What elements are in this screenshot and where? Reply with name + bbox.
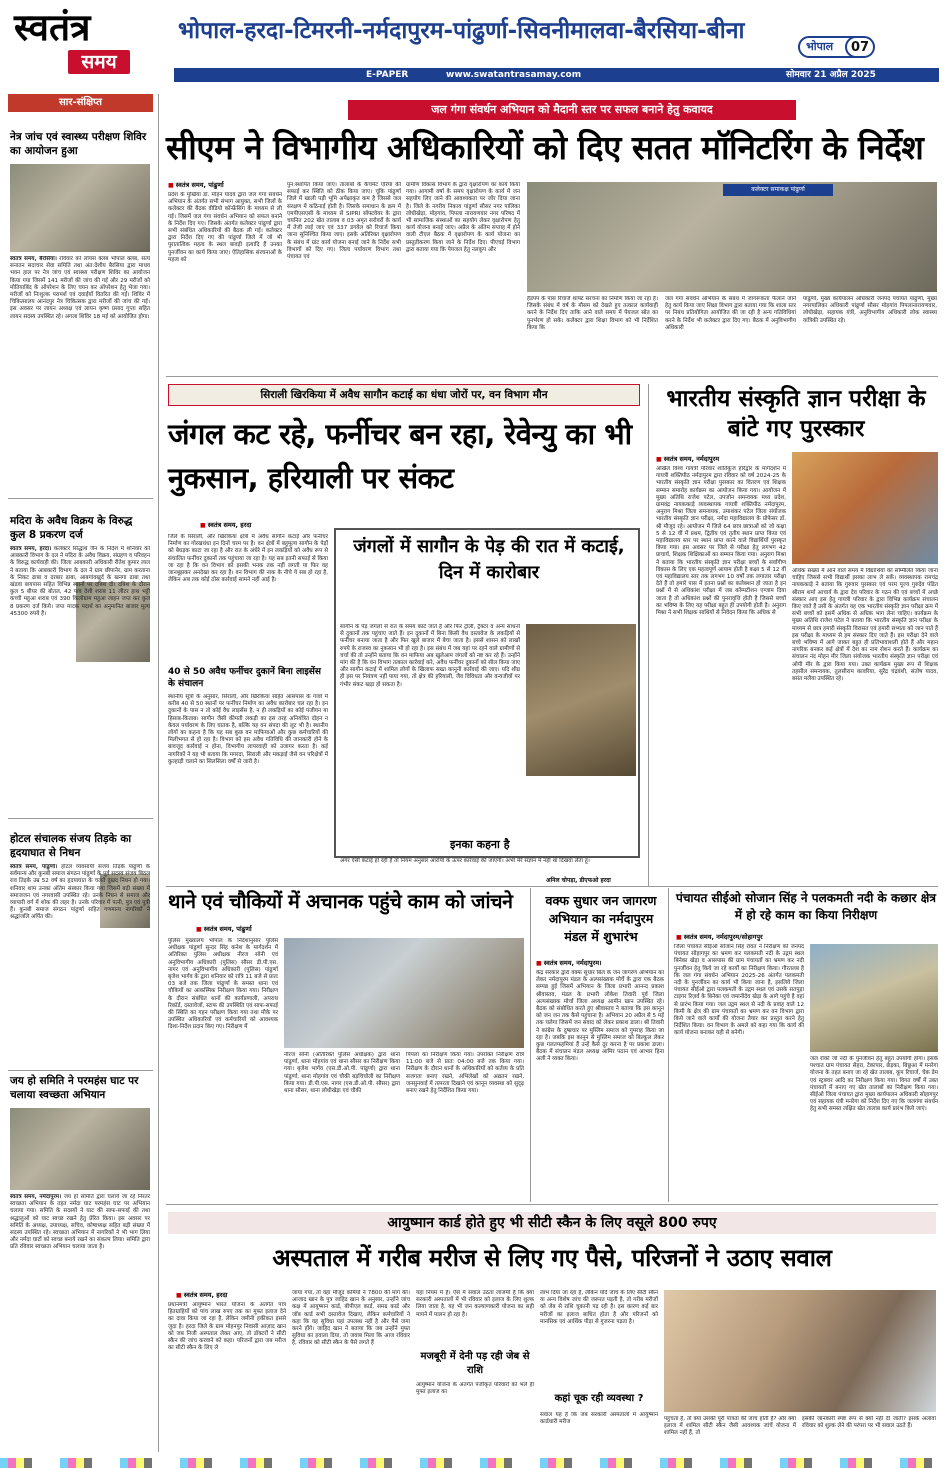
award-ceremony-photo bbox=[792, 452, 938, 564]
panchayat-caption: जल रोको जो नदी के पुनर्जीवन हेतु बहुत उपयोगी होगा। इसके पश्चात ग्राम पंचायत सेहरा, टेकापार, छेड़का, बिछुआ में मनरेगा योजना के तहत बनाए जा रहे खेत तालाब, कूप रिचार्ज, चेक डेम एवं स्ट्रक्चर आदि का निरीक्षण किया गया। विगत वर्षों में उक्त पंचायतों में बनाए गए खेत तालाबों का निरीक्षण किया गया। सीईओ जिला पंचायत द्वारा मुख्य कार्यपालन अधिकारी सोहागपुर एवं सहायक यंत्री मनरेगा को निर्देश दिए गए कि जलगंगा संवर्धन हेतु सभी समस्त लक्षित खेत तालाब कार्य प्रारंभ किये जाएं। bbox=[810, 1056, 938, 1113]
police-col-1: पुलिस मुख्यालय भोपाल के निर्देशानुसार पुलिस अधीक्षक पांढुर्णा सुन्दर सिंह कनेश के मार्गदर्शन में अतिरिक्त पुलिस अधीक्षक नीरज सोनी एवं अनुविभागीय अधिकारी (पुलिस) सौसर डी.पी.एस. नागर एवं अनुविभागीय अधिकारी (पुलिस) पांढुर्णा बृजेश भार्गव के द्वारा शनिवार को रात्रि 11 बजे से प्रातः 03 बजे तक जिला पांढुर्णा के समस्त थाना एवं चौकियों का आकस्मिक निरीक्षण किया गया। निरीक्षण के दौरान संबंधित थानों की कार्यप्रणाली, अपराध रिकॉर्ड, दस्तावेजों, स्टाफ की उपस्थिति एवं साफ-सफाई की स्थिति का गहन परीक्षण किया गया तथा मौके पर उपस्थित अधिकारियों एवं कर्मचारियों को आवश्यक दिशा-निर्देश प्रदान किए गए। निरीक्षण में bbox=[168, 938, 278, 1031]
top-col-4: हैंडपंप के पास रिचार्ज शाफ्ट संरचना का निर्माण किया जा रहा है। जिसके संबंध में वर्ष के मौसम को देखते हुए तत्काल कार्यवाही करने के निर्देश दिए ताकि आने वाले समय में पेयजल स्रोत का पुनर्भरण हो सके। कलेक्टर द्वारा शिक्षा विभाग को भी निर्देशित किया कि bbox=[527, 296, 658, 331]
sidebar-s1-byline: स्वतंत्र समय, बैरसिया। bbox=[10, 256, 57, 262]
section-divider bbox=[166, 1204, 938, 1205]
sidebar-s1-title: नेत्र जांच एवं स्वास्थ्य परीक्षण शिविर का आयोजन हुआ bbox=[10, 131, 147, 157]
hospital-sub-2: कहां चूक रही व्यवस्था ? bbox=[554, 1393, 644, 1404]
forest-inset-headline: जंगलों में सागौन के पेड़ की रात में कटाई, दिन में कारोबार bbox=[353, 536, 625, 583]
eye-camp-photo bbox=[10, 164, 150, 252]
page-number: 07 bbox=[845, 36, 875, 58]
top-col-1: प्रदेश के मुखिया डॉ. मोहन यादव द्वारा जल गंगा संवर्धन अभियान के अंतर्गत सभी संभाग आयुक्त, सभी जिलों के कलेक्टर की बैठक वीडियो कॉन्फ्रेंसिंग के माध्यम से ली गई। जिसमें जल गंगा संवर्धन अभियान को सफल बनाने के निर्देश दिए गए। जिसके अंतर्गत कलेक्टर पांढुर्णा द्वारा सभी संबंधित अधिकारियों की बैठक ली गई। कलेक्टर द्वारा निर्देश दिए गए की पांढुर्णा जिले में जो भी पुरातात्विक महत्व के स्थल बावड़ी इत्यादि हैं उनका पुनर्जीवन का कार्य किया जाए। ऐतिहासिक संरचनाओं के महत्व को bbox=[168, 192, 282, 263]
column-rule bbox=[530, 888, 531, 1202]
waqf-byline: ■ स्वतंत्र समय, नर्मदापुरम। bbox=[536, 958, 602, 967]
police-inspection-photo bbox=[284, 938, 524, 1048]
forest-quote-label: इनका कहना है bbox=[450, 838, 510, 851]
sidebar-s3-title: होटल संचालक संजय तिड़के का हृदयाघात से निधन bbox=[10, 833, 132, 859]
top-col-5: जल गंगा संवर्धन अभियान के संबंध में जागरूकता फैलाने जाने हेतु कार्य किया जाए शिक्षा विभाग द्वारा बताया गया कि शाला स्तर पर निबंध प्रतियोगिता आयोजित की जा रही है अन्य गतिविधियां करने के निर्देश भी कलेक्टर द्वारा दिए गए। बैठक में अनुविभागीय अधिकारी bbox=[665, 296, 796, 331]
top-byline: ■ स्वतंत्र समय, पांढुर्णा bbox=[168, 180, 224, 189]
photo-banner-text: कलेक्टर समाकक्ष पांढुर्णा bbox=[723, 184, 833, 196]
hospital-kicker: आयुष्मान कार्ड होते हुए भी सीटी स्कैन के लिए वसूले 800 रुपए bbox=[168, 1212, 936, 1234]
top-headline: सीएम ने विभागीय अधिकारियों को दिए सतत मॉनिटरिंग के निर्देश bbox=[166, 128, 924, 167]
sidebar-s1-text: रविवार को लॉयंस क्लब भोपाल क्लब, सत्य सनातन सदाचार सेवा समिति तथा अंत:देशीय बैरसिया द्वारा माधव भवन हाल पर नेत्र जांच एवं स्वास्थ्य परीक्षण शिविर का आयोजन किया गया जिसमें 141 मरीजों की जांच की गई और 29 मरीजों को मोतियाबिंद के ऑपरेशन के लिए चयन कर ऑपरेशन हेतु भेजा गया। मरीजों को निःशुल्क परामर्श एवं दवाईयाँ वितरित की गई। शिविर में चिकित्सालय आनंदपुर नेत्र चिकित्सक द्वारा मरीजों की जांच की गई। इस अवसर पर लायन अध्यक्ष एवं लायन कृष्ण प्रसाद गुप्ता सहित लायन सदस्य उपस्थित रहे। अगला शिविर 18 मई को आयोजित होगा। bbox=[10, 256, 150, 320]
hospital-sub-1: मजबूरी में देनी पड़ रही जेब से राशि bbox=[420, 1351, 530, 1376]
epaper-label: E-PAPER bbox=[366, 70, 409, 80]
forest-headline: जंगल कट रहे, फर्नीचर बन रहा, रेवेन्यु का भी नुकसान, हरियाली पर संकट bbox=[168, 417, 632, 495]
panchayat-col-1: जिला पंचायत सीईओ सोजान सिंह रावत ने निरीक्षण को जनपद पंचायत सोहागपुर का भ्रमण कर पलकमती नदी के उद्गम स्थल बिनेका खेड़ा व आसपास की ग्राम पंचायतों का भ्रमण कर नदी पुनर्जीवन हेतु किये जा रहे कार्यों का निरीक्षण किया। गौरतलब है कि जल गंगा संवर्धन अभियान 2025-26 अंतर्गत पलकमती नदी के पुनर्जीवन का कार्य भी किया जाना है, इसलिये जिला पंचायत सीईओ द्वारा पलकमती के उद्गम स्थल एवं उसके सतपुड़ा टाइगर रिज़र्व के बिनेका एवं जमानीदेव खेड़ा के आगे पहुंचे है वहां से प्रारंभ किया गया। जल उद्गम स्थल से नदी के प्रवाह वाले 12 किमी के क्षेत्र की ग्राम पंचायतों का भ्रमण कर वन विभाग द्वारा किये जाने वाले कार्यों की योजना तैयार कर प्रस्तुत करने हेतु निर्देशित किया। वन विभाग के अमले को कहा गया कि कार्य की कार्य योजना बनाकर यही से बनेगी। bbox=[674, 944, 804, 1037]
culture-byline: ■ स्वतंत्र समय, नर्मदापुरम bbox=[656, 454, 719, 463]
logo-bottom: समय bbox=[68, 50, 130, 74]
forest-subhead: 40 से 50 अवैध फर्नीचर दुकानें बिना लाइसेंस के संचालन bbox=[168, 667, 321, 689]
section-divider bbox=[166, 886, 938, 887]
sidebar-s3-text: होटल व्यवसायी संजय तिड़के पांढुर्णा के सर्वमान्य और कुनबी समाज संगठन पांढुर्णा के पूर्व सदस्य संजय बिठल राव तिड़के उम्र 52 वर्ष का हृदयाघात के चलते दुखद निधन हो गया। शनिवार शाम उनका अंतिम संस्कार किया गया जिसमें बड़ी संख्या में समाजजन एवं नगरवासी उपस्थित रहे। उनके निधन से समाज और व्यापारी वर्ग में शोक की लहर है। उनके परिवार में पत्नी, पुत्र एवं पुत्री हैं। कुनबी समाज संगठन पांढुर्णा सहित गणमान्य नागरिकों ने श्रद्धांजलि अर्पित की। bbox=[10, 864, 150, 921]
print-color-bar bbox=[0, 1458, 945, 1468]
website-link[interactable]: www.swatantrasamay.com bbox=[446, 70, 582, 80]
sidebar-s3-body bbox=[10, 864, 150, 984]
sidebar-header: सार-संक्षिप्त bbox=[8, 94, 153, 112]
panchayat-byline: ■ स्वतंत्र समय, नर्मदापुरम/सोहागपुर bbox=[676, 932, 763, 941]
review-meeting-photo bbox=[527, 182, 937, 292]
forest-col-1: जिले के सिराली, और खिरकिया क्षेत्रों में अवैध सागौन कटाई और फर्नीचर निर्माण का गोरखधंधा इन दिनों चरम पर है। वन क्षेत्रों में बहुमूल्य सागौन के पेड़ों को बेधड़क काटा जा रहा है और रात के अंधेरे में इन लकड़ियों को अवैध रूप से संचालित फर्नीचर दुकानों तक पहुंचाया जा रहा है। यह सब इतनी सफाई से किया जा रहा है कि वन विभाग को इसकी भनक तक नहीं लगती या फिर वह जानबूझकर अनदेखा कर रहा है। वन विभाग की नाक के नीचे ये सब हो रहा है, लेकिन अब तक कोई ठोस कार्रवाई सामने नहीं आई है। bbox=[168, 534, 328, 584]
masthead-logo bbox=[14, 8, 162, 76]
column-rule bbox=[668, 888, 669, 1202]
panchayat-headline: पंचायत सीईओ सोजान सिंह ने पलकमती नदी के कछार क्षेत्र में हो रहे काम का किया निरीक्षण bbox=[676, 891, 936, 922]
forest-kicker: सिराली खिरकिया में अवैध सागौन कटाई का धंधा जोरों पर, वन विभाग मौन bbox=[168, 384, 640, 406]
forest-quote-sign: अनिल चोपड़ा, डीएफओ हरदा bbox=[546, 877, 611, 884]
sidebar-s4-body bbox=[10, 1194, 150, 1444]
sidebar-divider bbox=[8, 498, 153, 499]
hospital-col-3b: आयुष्मान योजना के अंतर्गत पंजीकृत परिवारों को भले ही मुफ्त इलाज का bbox=[416, 1382, 534, 1396]
forest-col-1b: स्थानीय सूत्रों के अनुसार, सिराली, और खिरकिया सहित आसपास के गांवों में करीब 40 से 50 स्थानों पर फर्नीचर निर्माण का अवैध कारोबार चल रहा है। इन दुकानों के पास न तो कोई वैध लाइसेंस है, न ही लकड़ियों का कोई पंजीयन या हिसाब-किताब। सागौन जैसी कीमती लकड़ी का इस तरह अनियंत्रित दोहन न केवल पर्यावरण के लिए घातक है, बल्कि यह वन संपदा की लूट भी है। स्थानीय लोगों का कहना है कि यह सब कुछ वन माफियाओं और कुछ कर्मचारियों की मिलीभगत से हो रहा है। विभाग को इस अवैध गतिविधि की जानकारी होने के बावजूद कार्रवाई न होना, विभागीय लापरवाही को उजागर करता है। कई नागरिकों ने यह भी बताया कि मगरदा, सिराली और मकड़ाई जैसे वन परिक्षेत्रों में कुल्हाड़ी चलाने का सिलसिला वर्षों से जारी है। bbox=[168, 694, 328, 765]
sidebar-s4-text: जय हो समिति द्वारा चलाये जा रहे निरंतर स्वच्छता अभियान के तहत नर्मदा घाट परमहंस घाट पर अभियान चलाया गया। समिति के सदस्यों ने घाट की साफ-सफाई की तथा श्रद्धालुओं को घाट स्वच्छ रखने हेतु प्रेरित किया। इस अवसर पर समिति के अध्यक्ष, उपाध्यक्ष, सचिव, कोषाध्यक्ष सहित बड़ी संख्या में सदस्य उपस्थित रहे। स्वच्छता अभियान में नागरिकों ने भी भाग लिया और नर्मदा घाटों को स्वच्छ बनाये रखने का संकल्प लिया। समिति द्वारा प्रति रविवार स्वच्छता अभियान चलाया जाता है। bbox=[10, 1194, 150, 1251]
top-kicker: जल गंगा संवर्धन अभियान को मैदानी स्तर पर सफल बनाने हेतु कवायद bbox=[348, 100, 796, 120]
edition-name: भोपाल bbox=[806, 40, 834, 53]
sidebar-divider bbox=[8, 818, 153, 819]
forest-byline: ■ स्वतंत्र समय, हरदा bbox=[200, 520, 252, 529]
forest-inset-text: सागौन के पेड़ जंगलों से रात के समय काटे जाते हैं और फिर ट्रॉली, ट्रैक्टर व अन्य साधनों से दुकानों तक पहुंचाए जाते हैं। इन दुकानों में बिना किसी वैध दस्तावेज के लकड़ियों से फर्नीचर बनाया जाता है और फिर खुले बाजार में बेचा जाता है। इससे शासन को लाखों रुपये के राजस्व का नुकसान भी हो रहा है। इस संबंध में जब यहां पर रहने वाले ग्रामीणों से चर्चा की तो उन्होंने बताया कि वन माफिया अब खुलेआम जंगलों को नष्ट कर रहे हैं। उन्होंने मांग की है कि वन विभाग तत्काल कार्रवाई करे, अवैध फर्नीचर दुकानों को सील किया जाए और सागौन कटाई में शामिल लोगों के खिलाफ सख्त कानूनी कार्रवाई की जाए। यदि शीघ्र ही इस पर नियंत्रण नहीं पाया गया, तो क्षेत्र की हरियाली, जैव विविधता और वन्यजीवों पर गंभीर संकट खड़ा हो सकता है। bbox=[340, 624, 520, 688]
hospital-headline: अस्पताल में गरीब मरीज से लिए गए पैसे, परिजनों ने उठाए सवाल bbox=[272, 1244, 832, 1272]
culture-col-2: अधिक संख्या में आने वाले समय में विद्यार्थियों को सम्मिलित किया जाना चाहिए जिससे सभी विद्यार्थी इसका लाभ ले सकें। व्यवस्थापक रामचंद्र नायककाड़े ने बताया कि गुरुवार पुरस्कार एवं परम पूज्य गुरुदेव पंडित श्रीराम शर्मा आचार्य के द्वारा देव परिवार के गठन की एवं बच्चों में अच्छे संस्कार आए इस हेतु गायत्री परिवार के द्वारा विभिन्न कार्यक्रम संचालन किए जाते हैं उसी के अंतर्गत यह एक भारतीय संस्कृति ज्ञान परीक्षा क्रम में सभी बच्चों को इसमें अधिक से अधिक भाग लेना चाहिए। कार्यक्रम के मुख्य अतिथि राजेश पटेल ने बताया कि भारतीय संस्कृति ज्ञान परीक्षा के माध्यम से छात्र हमारी संस्कृति विरासत एवं हमारी सभ्यता को जान पाते हैं इस परीक्षा के माध्यम से हम संस्कार दिए जाते हैं। इस परीक्षा देने वाले बच्चे भविष्य में आगे जाकर बहुत ही प्रतिभावाशली होते हैं और महान नागरिक बनकर कई क्षेत्रों में देश का नाम रोशन करते हैं। कार्यक्रम का संचालन नंद मोहन मीर जिला संयोजक भारतीय संस्कृति ज्ञान परीक्षा एवं ओपी मीर के द्वारा किया गया। उक्त कार्यक्रम मुख्य रूप से शिक्षक तहसील समन्वयक, तुलसीराम कावरिया, सुरेंद्र चंद्रवंशी, संतोष यादव, बसंत मलैया उपस्थित रहे। bbox=[792, 568, 938, 683]
issue-date: सोमवार 21 अप्रैल 2025 bbox=[786, 70, 876, 80]
sidebar-divider bbox=[8, 1070, 153, 1071]
section-divider bbox=[166, 376, 938, 377]
felled-tree-photo bbox=[526, 624, 636, 776]
river-site-photo bbox=[810, 944, 938, 1052]
top-col-6: पांढुर्णा, मुख्य कार्यपालन अधिकारी जनपद पंचायत पांढुर्णा, मुख्य नगरपालिका अधिकारी पांढुर्णा सौसर मोहगांव पिपलानारायणवार, लोधीखेड़ा, सहायक यंत्री, अनुविभागीय अधिकारी लोक स्वास्थ्य यांत्रिकी उपस्थित रहे। bbox=[803, 296, 937, 324]
edition-cities: भोपाल-हरदा-टिमरनी-नर्मदापुरम-पांढुर्णा-सिवनीमालवा-बैरसिया-बीना bbox=[178, 18, 745, 44]
police-byline: ■ स्वतंत्र समय, पांढुर्णा bbox=[196, 924, 252, 933]
top-col-3: ग्रामीण विकास विभाग के द्वारा वृक्षारोपण का कार्य किया गया। आगामी वर्षा के समय वृक्षारोपण के कार्य में जन सहयोग लिए जाने की आवश्यकता पर जोर दिया जाना है। जिले के नगरीय निकाय पांढुर्णा सौसर नगर पालिका लोधीखेड़ा, मोहगांव, पिपला नारायणवार नगर परिषद में भी सामाजिक संस्थाओं का सहयोग लेकर वृक्षारोपण हेतु कार्य योजना बनाई जाए। अप्रैल के अंतिम सप्ताह में होने वाली टीएल बैठक में वृक्षारोपण के कार्य योजना का प्रस्तुतीकरण किया जाने के निर्देश दिए। पीएचई विभाग द्वारा बताया गया कि पेयजल हेतु नलकूप और bbox=[406, 182, 520, 253]
hospital-col-6: इसकी जानकारी स्पष्ट रूप से क्यों नहीं दी जाती? इसके अलावा रविवार को शुल्क लेने की परंपरा पर भी सवाल उठते हैं। bbox=[802, 1416, 936, 1430]
hospital-col-4: लाभ दिया जा रहा है, लेकिन यदि जांच के लिए सीटी स्कैन या अन्य विशेष जांच की जरूरत पड़ती है, तो गरीब मरीजों को जेब से राशि चुकानी पड़ रही है। इस कारण कई बार मरीजों का इलाज बाधित होता है और परिजनों को मानसिक एवं आर्थिक पीड़ा से गुजरना पड़ता है। bbox=[540, 1290, 658, 1325]
sidebar-s3-byline: स्वतंत्र समय, पांढुर्णा। bbox=[10, 864, 58, 870]
waqf-col-1: केंद्र सरकार द्वारा वक्फ सुधार बिल के जन जागरण अभियान का लेकर नर्मदापुरम मंडल के अल्पसंख्यक मोर्चे के द्वारा एक बैठक सम्पन्न हुई जिसमें अभियान के जिला प्रभारी आनन्द प्रकाश श्रीवास्तव, मंडल के प्रभारी लोकेश तिवारी पूर्व जिला अल्पसंख्यक मोर्चा जिला अध्यक्ष आमीन खान उपस्थित रहे। बैठक को संबोधित करते हुए श्रीवास्तव ने बताया कि इस कानून को जन जन तक कैसे पहुंचाना है। अभियान 20 अप्रैल से 5 मई तक चलेगा जिसमें जन संवाद को लेकर प्रकाश डाला। श्री तिवारी ने कांग्रेस के दुष्प्रचार पर मुस्लिम समाज को गुमराह किया जा रहा है। जबकि इस कानून से मुस्लिम समाज को बिल्कुल लेकर कुछ गलतफहमियां हैं उन्हें कैसे दूर करना है पर प्रकाश डाला। बैठक में संचालन मंडल अध्यक्ष आमिर पठान एवं आभार हिना अली ने व्यक्त किया। bbox=[536, 970, 664, 1063]
hospital-byline: ■ स्वतंत्र समय, हरदा bbox=[176, 1290, 228, 1299]
police-col-2: नीरज सोनी (अतिरिक्त पुलिस अधीक्षक) द्वारा थाना पांढुर्णा, थाना मोहगांव एवं थाना सौसर का निरीक्षण किया गया। बृजेश भार्गव (एस.डी.ओ.पी. पांढुर्णा) द्वारा थाना पांढुर्णा, थाना मोहगांव एवं चौकी बड़चिचोली का निरीक्षण किया गया। डी.पी.एस. नागर (एस.डी.ओ.पी. सौसर) द्वारा थाना सौसर, थाना लोधीखेड़ा एवं चौकी bbox=[284, 1052, 400, 1095]
summary-sidebar bbox=[8, 94, 153, 1452]
sidebar-s2-byline: स्वतंत्र समय, हरदा। bbox=[10, 546, 52, 552]
hospital-col-2: जाया गया, तो वहां मौजूद कर्मियों ने 7800 की मांग की। आजाद खान के पुत्र जाहिद खान के अनुसार, उन्होंने जांच कक्ष में आयुष्मान कार्ड, बीपीएल कार्ड, समग्र कार्ड और जॉब कार्ड सभी दस्तावेज दिखाए, लेकिन कर्मचारियों ने कहा कि यह सुविधा यहां उपलब्ध नहीं है और पैसे जमा करने होंगे। जाहिद खान ने बताया कि जब उन्होंने मुफ्त सुविधा का हवाला दिया, तो जवाब मिला कि आज रविवार है, रविवार को सीटी स्कैन के पैसे लगते हैं bbox=[292, 1290, 410, 1347]
hospital-col-1: प्रधानमंत्री आयुष्मान भारत योजना के अंतर्गत पात्र हितग्राहियों को पांच लाख रुपए तक का मुफ्त इलाज देने का दावा किया जा रहा है, लेकिन जमीनी हकीकत इससे जुदा है। हरदा जिले के ग्राम मोहनपुर निवासी आज़ाद खान को जब निजी अस्पताल लेकर आए, तो डॉक्टरों ने सीटी स्कैन की जांच करवाने को कहा। परिजनों द्वारा जब मरीज का सीटी स्कैन के लिए ले bbox=[168, 1302, 286, 1352]
culture-col-1: अखिल विश्व गायत्री परिवार शांतिकुंज हरिद्वार के मार्गदर्शन में गायत्री शक्तिपीठ नर्मदापुरम द्वारा रविवार को वर्ष 2024-25 के भारतीय संस्कृति ज्ञान परीक्षा पुरस्कार का वितरण एवं शिक्षक सम्मान समारोह कार्यक्रम का आयोजन किया गया। आयोजन में मुख्य अतिथि राजेश पटेल, उपजोन समन्वयक मध्य प्रदेश, ग्रामवंद्र नायककाड़े व्यवस्थापक गायत्री शक्तिपीठ नर्मदापुरम, अनुराग मिश्रा जिला समन्वयक, उमाशंकर पटेल जिला संयोजक भारतीय संस्कृति ज्ञान परीक्षा, नर्मदा महाविद्यालय के प्रोफेसर डॉ. श्री मौजूद रहे। आयोजन में जिले 64 छात्र छात्राओं को जो कक्षा 5 से 12 वीं में प्रथम, द्वितीय एवं तृतीय स्थान प्राप्त किया एवं महाविद्यालय स्तर पर स्थान प्राप्त करने वाले विद्यार्थियों पुरस्कृत किया गया। इस अवसर पर जिले से परीक्षा हेतु लगभग 42 प्राचार्य, शिक्षक शिक्षिकाओं का सम्मान किया गया। अनुराग मिश्रा ने बताया कि भारतीय संस्कृति ज्ञान परीक्षा बच्चों के सर्वांगीण विकास के लिए एक महत्वपूर्ण आयाम होती है कक्षा 5 से 12 वीं एवं महाविद्यालय स्तर तक लगभग 10 वर्षों तक लगातार परीक्षा देते हैं तो हमारे पास में इतना प्रश्नों का कलेक्शन हो जाता है इन प्रश्नों में से अधिकांश परीक्षा में जब कॉम्पटीशन एग्जाम दिया जाता है तो अधिकांश प्रश्नों की पुनरावृत्ति होती है जिससे बच्चों का भविष्य के लिए यह परीक्षा बहुत ही उपयोगी होती है। अनुराग मिश्रा ने सभी शिक्षक साथियों से निवेदन किया कि अधिक से bbox=[656, 466, 786, 617]
hospital-col-3: यहां नियम में है। ऐसे में सवाल उठता लाजमी है कि क्या सरकारी अस्पतालों में भी रविवार को इलाज के लिए शुल्क लिया जाता है, यह भी जन कल्याणकारी योजना का सही मायने में पालन हो रहा है। bbox=[416, 1290, 534, 1318]
cleanliness-drive-photo bbox=[10, 1108, 150, 1190]
top-col-2: पुन:स्थापित किया जाए। तालाबों के कैचमेंट एरिया की सफाई कर स्थिति को ठीक किया जाए। चूंकि पांढुर्णा जिले में खाली पड़ी भूमि अपेक्षाकृत कम है जिससे जल संरक्षण में कठिनाई होती है। जिसके समाधान के क्रम में एमपीएसएसी के माध्यम से SIPRI सॉफ्टवेयर के द्वारा चयनित 202 खेत तालाब व 03 अमृत सरोवरों के कार्य में तेजी लाई जाए एवं 337 डगवेल को रिचार्ज किया जाना सुनिश्चित किया जाए। इसके अतिरिक्त वृक्षारोपण के संबंध में ग्रांट कार्य योजना बनाई जाने के निर्देश सभी विभागों को दिए गए। जिला पर्यावरण विभाग तथा पंचायत एवं bbox=[287, 182, 401, 261]
forest-quote-text: अगर ऐसी कटाई हो रही है तो नियम अनुसार आरोपी के ऊपर कार्रवाई की जाएगी। अभी मेरे संज्ञान में नहीं था दिखवा लेता हूं। bbox=[340, 858, 590, 864]
hospital-col-5: पहुंचता है, तो क्या उसकी पूरी पात्रता की जांच होती है? और क्या इलाज में शामिल सीटी स्कैन जैसी आवश्यक जांचें योजना में शामिल नहीं हैं, तो bbox=[664, 1416, 796, 1437]
column-rule bbox=[648, 384, 649, 886]
police-headline: थाने एवं चौकियों में अचानक पहुंचे काम को जांचने bbox=[168, 890, 513, 913]
sidebar-s2-title: मदिरा के अवैध विक्रय के विरुद्ध कुल 8 प्रकरण दर्ज bbox=[10, 515, 133, 541]
sidebar-s1-body bbox=[10, 256, 150, 494]
police-col-3: पिपला का निरीक्षण किया गया। उपरोक्त निरीक्षण रात्रि 11:00 बजे से प्रातः 04:00 बजे तक किया गया। निरीक्षण के दौरान थानों के अधिकारियों को कर्तव्य के प्रति सजगता बनाए रखने, अभिलेखों को अद्यतन रखने, जनसुनवाई में तत्परता दिखाने एवं कानून व्यवस्था को सुदृढ़ बनाए रखने हेतु निर्देशित किया गया। bbox=[406, 1052, 524, 1095]
column-rule bbox=[158, 94, 159, 1452]
logo-top: स्वतंत्र bbox=[14, 6, 91, 49]
sidebar-s4-byline: स्वतंत्र समय, नर्मदापुरम। bbox=[10, 1194, 62, 1200]
hospital-col-4b: सवाल यह है कि जब सरकारी अस्पतालों में आयुष्मान कार्डधारी मरीज bbox=[540, 1412, 658, 1426]
culture-headline: भारतीय संस्कृति ज्ञान परीक्षा के बांटे गए पुरस्कार bbox=[666, 386, 926, 442]
waqf-headline: वक्फ सुधार जन जागरण अभियान का नर्मदापुरम मंडल में शुभारंभ bbox=[545, 893, 657, 944]
sidebar-s4-title: जय हो समिति ने परमहंस घाट पर चलाया स्वच्छता अभियान bbox=[10, 1075, 139, 1101]
patient-ayushman-card-photo bbox=[664, 1290, 936, 1412]
sidebar-s2-text: कलेक्टर सिद्धार्थ जैन के निर्देश में शनिवार को आबकारी विभाग के दल ने मदिरा के अवैध विक्रय, संग्रहण व परिवहन के विरुद्ध कार्यवाही की। जिला आबकारी अधिकारी रीतेश कुमार लाल ने बताया कि आबकारी विभाग के दल ने ग्राम छीपानेर, ग्राम करताना के निकट ढाबा व दरबार ढाबा, आबगांवखुर्द के खनगा ढाबा तथा खंडवा बायपास सहित विभिन्न स्थानों पर दबिश दी। दबिश के दौरान कुल 5 बीयर की बोतल, 42 पाव देशी शराब 11 लीटर हाथ भट्टी कच्ची महुआ शराब एवं 390 किलोग्राम महुआ लाहन जप्त कर कुल 8 प्रकरण दर्ज किये। जप्त मादक पदार्थ का अनुमानित बाजार मूल्य 45300 रुपये है। bbox=[10, 546, 150, 617]
